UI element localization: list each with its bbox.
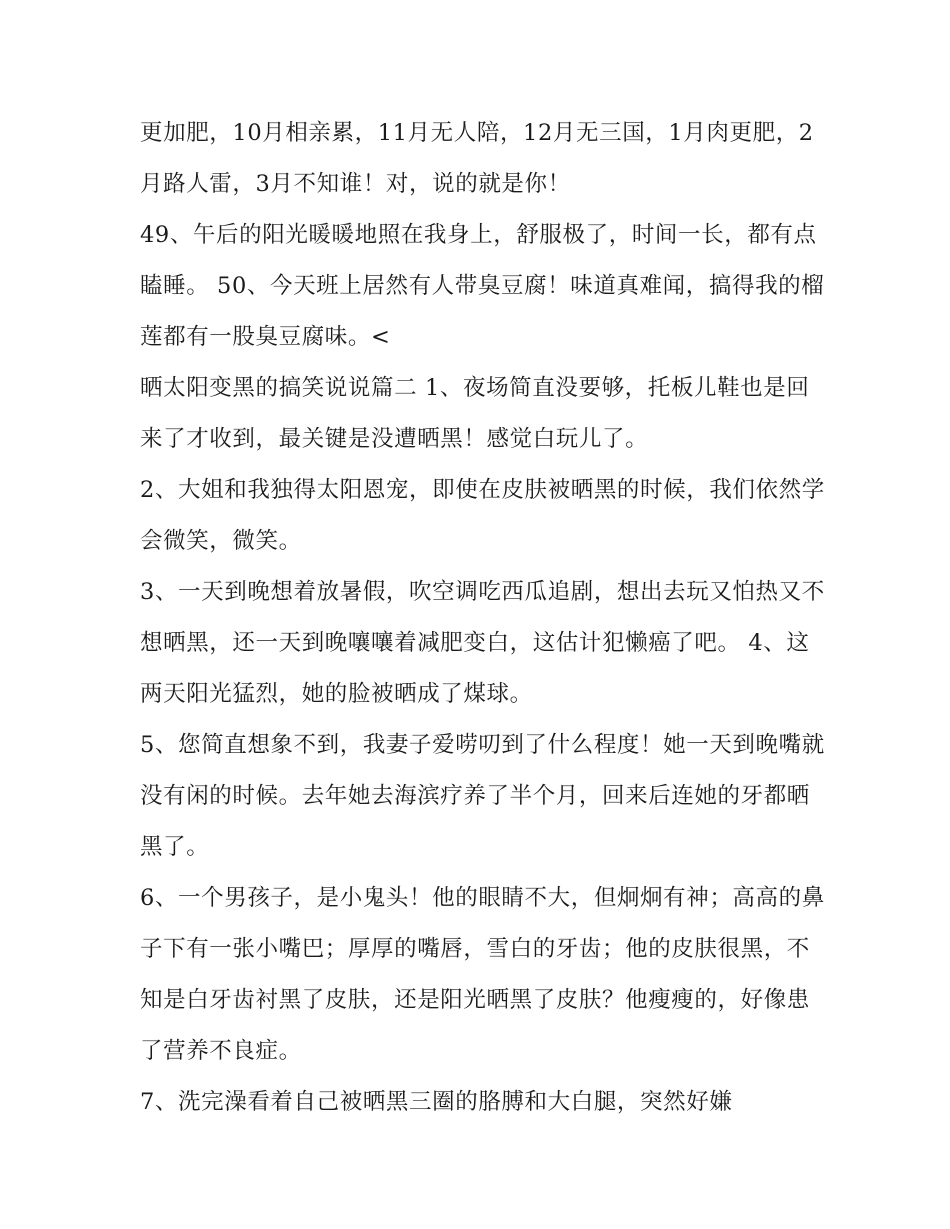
paragraph-2: 49、午后的阳光暖暖地照在我身上，舒服极了，时间一长，都有点瞌睡。 50、今天班上居然有人带臭豆腐！味道真难闻，搞得我的榴莲都有一股臭豆腐味。<: [140, 222, 825, 350]
paragraph-8: 7、洗完澡看着自己被晒黑三圈的胳膊和大白腿，突然好嫌: [140, 1089, 733, 1115]
paragraph-4: 2、大姐和我独得太阳恩宠，即使在皮肤被晒黑的时候，我们依然学会微笑，微笑。: [140, 477, 825, 554]
paragraph-1: 更加肥，10月相亲累，11月无人陪，12月无三国，1月肉更肥，2月路人雷，3月不知谁！对，说的就是你！: [140, 120, 814, 197]
paragraph-5: 3、一天到晚想着放暑假，吹空调吃西瓜追剧，想出去玩又怕热又不想晒黑，还一天到晚嚷嚷着减肥变白，这估计犯懒癌了吧。 4、这两天阳光猛烈，她的脸被晒成了煤球。: [140, 579, 825, 707]
paragraph-7: 6、一个男孩子，是小鬼头！他的眼睛不大，但炯炯有神；高高的鼻子下有一张小嘴巴；厚厚的嘴唇，雪白的牙齿；他的皮肤很黑，不知是白牙齿衬黑了皮肤，还是阳光晒黑了皮肤？他瘦瘦的，好像患了营养不良症。: [140, 885, 825, 1064]
paragraph-3: 晒太阳变黑的搞笑说说篇二 1、夜场简直没要够，托板儿鞋也是回来了才收到，最关键是没遭晒黑！感觉白玩儿了。: [140, 375, 810, 452]
paragraph-6: 5、您简直想象不到，我妻子爱唠叨到了什么程度！她一天到晚嘴就没有闲的时候。去年她去海滨疗养了半个月，回来后连她的牙都晒黑了。: [140, 732, 825, 860]
document-body: [140, 108, 830, 1128]
